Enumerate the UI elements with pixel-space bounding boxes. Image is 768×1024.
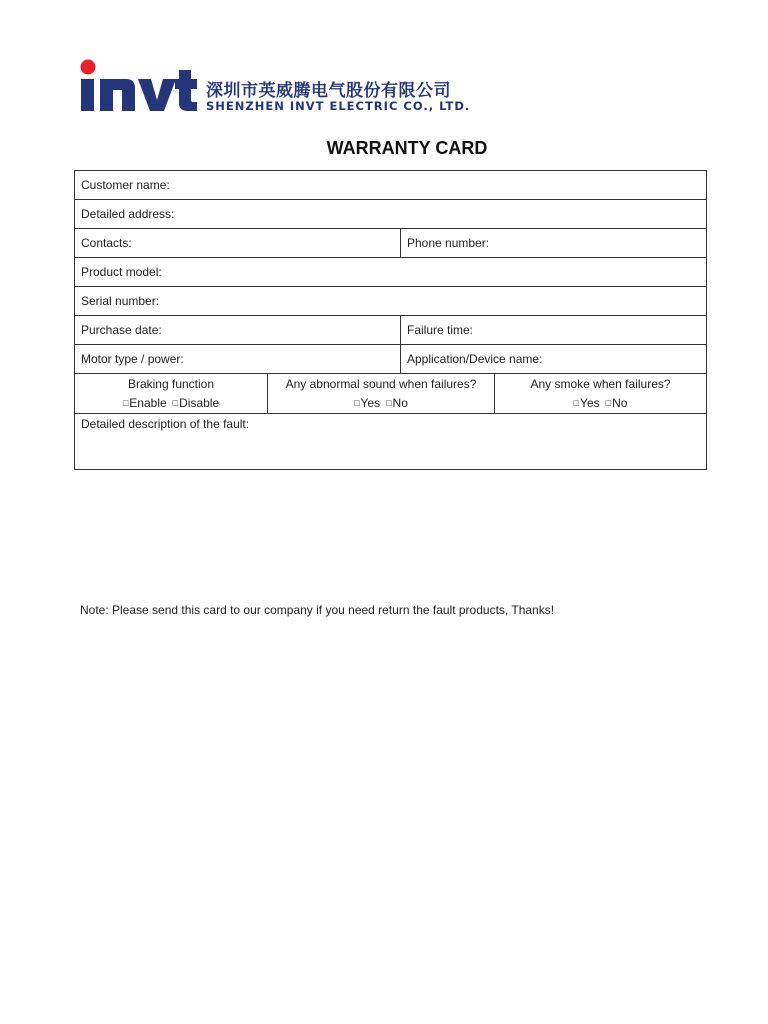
serial-number-label: Serial number: [81,294,160,308]
contacts-field[interactable] [75,229,401,258]
company-name-cn: 深圳市英威腾电气股份有限公司 [206,81,451,101]
motor-type-label: Motor type / power: [81,352,184,366]
smoke-no-label: No [612,396,628,410]
checkbox-icon: □ [573,398,580,408]
braking-function-label: Braking function [127,377,215,391]
checkbox-icon: □ [605,398,612,408]
smoke-yes-checkbox[interactable] [574,396,600,410]
sound-yes-checkbox[interactable] [354,396,380,410]
sound-no-label: No [392,396,408,410]
checkbox-icon: □ [386,398,392,408]
table-row [75,345,707,374]
failure-time-label: Failure time: [407,323,474,337]
table-row [75,229,707,258]
customer-name-field[interactable] [75,171,707,200]
invt-logo-mark-icon [80,58,198,114]
application-label: Application/Device name: [407,352,543,366]
table-row [75,200,707,229]
phone-number-label: Phone number: [407,236,490,250]
disable-option-label: Disable [179,396,220,410]
detailed-address-field[interactable] [75,200,707,229]
customer-name-label: Customer name: [81,178,170,192]
abnormal-sound-cell [268,374,495,414]
fault-description-field[interactable] [75,414,707,470]
failure-time-field[interactable] [401,316,707,345]
checkbox-icon: □ [354,398,360,408]
fault-description-label: Detailed description of the fault: [81,417,250,431]
purchase-date-label: Purchase date: [81,323,162,337]
table-row [75,171,707,200]
company-name-en: SHENZHEN INVT ELECTRIC CO., LTD. [206,99,471,113]
table-row [75,374,707,414]
return-note: Note: Please send this card to our company if you need return the fault products, Thanks! [80,603,555,617]
checkbox-icon: □ [122,398,129,408]
company-logo [80,58,480,118]
enable-option-label: Enable [129,396,167,410]
detailed-address-label: Detailed address: [81,207,175,221]
purchase-date-field[interactable] [75,316,401,345]
smoke-label: Any smoke when failures? [530,377,671,391]
table-row [75,414,707,470]
smoke-no-checkbox[interactable] [606,396,628,410]
smoke-cell [495,374,707,414]
braking-function-cell [75,374,268,414]
sound-no-checkbox[interactable] [386,396,408,410]
product-model-label: Product model: [81,265,162,279]
smoke-yes-label: Yes [580,396,600,410]
table-row [75,316,707,345]
enable-checkbox[interactable] [123,396,167,410]
abnormal-sound-label: Any abnormal sound when failures? [285,377,477,391]
serial-number-field[interactable] [75,287,707,316]
page-title: WARRANTY CARD [326,138,488,158]
product-model-field[interactable] [75,258,707,287]
table-row [75,258,707,287]
motor-type-field[interactable] [75,345,401,374]
warranty-form-table [74,170,707,470]
contacts-label: Contacts: [81,236,132,250]
phone-number-field[interactable] [401,229,707,258]
table-row [75,287,707,316]
checkbox-icon: □ [172,398,179,408]
disable-checkbox[interactable] [173,396,219,410]
application-field[interactable] [401,345,707,374]
sound-yes-label: Yes [360,396,381,410]
